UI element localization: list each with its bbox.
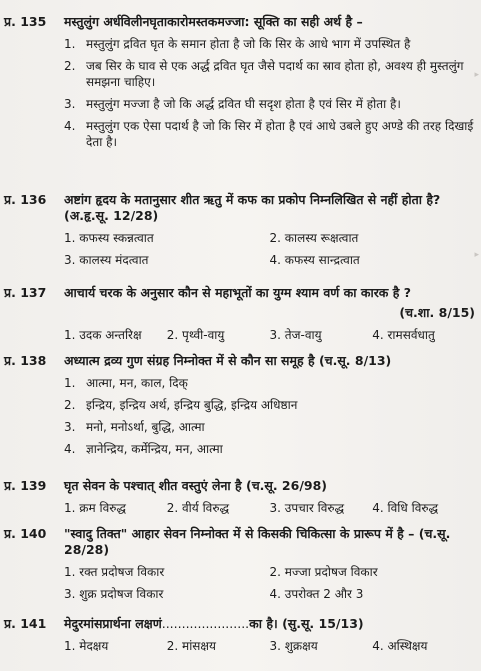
option: 4. विधि विरुद्ध (372, 501, 439, 515)
question-141 (4, 616, 475, 654)
question-number: प्र. 141 (4, 616, 47, 631)
reference: (च.शा. 8/15) (399, 305, 475, 320)
question-number: प्र. 140 (4, 526, 47, 541)
question-number: प्र. 138 (4, 353, 47, 368)
option: 1. कफस्य स्कन्नत्वात (64, 231, 154, 245)
option: 4. कफस्य सान्द्रत्वात (269, 253, 360, 267)
bleed-through-mark: ▸ (474, 70, 479, 80)
question-number: प्र. 136 (4, 192, 47, 207)
question-136 (4, 192, 475, 268)
option: 4. अस्थिक्षय (372, 639, 428, 653)
fill-in-blank: ...................... (161, 616, 250, 631)
question-text: घृत सेवन के पश्चात् शीत वस्तुएं लेना है (च.सू. 26/98) (64, 478, 327, 493)
option: 3. तेज-वायु (269, 328, 322, 342)
option: 1. रक्त प्रदोषज विकार (64, 565, 165, 579)
options-grid (64, 230, 475, 268)
options-row (64, 500, 475, 516)
question-137 (4, 285, 475, 343)
question-138 (4, 353, 475, 457)
question-text: आचार्य चरक के अनुसार कौन से महाभूतों का युग्म श्याम वर्ण का कारक है ? (64, 285, 412, 300)
question-text: मस्तुलुंग अर्धविलीनघृताकारोमस्तकमज्जा: सूक्ति का सही अर्थ है – (64, 14, 363, 29)
option: 3. उपचार विरुद्ध (269, 501, 345, 515)
option: 1. मेदक्षय (64, 639, 109, 653)
option: 1. उदक अन्तरिक्ष (64, 328, 142, 342)
question-135 (4, 14, 475, 150)
option: 2. मांसक्षय (166, 639, 216, 653)
option: 4. रामसर्वधातु (372, 328, 435, 342)
option: 3. मस्तुलुंग मज्जा है जो कि अर्द्ध द्रवित घी सदृश होता है एवं सिर में होता है। (64, 97, 401, 111)
question-number: प्र. 135 (4, 14, 47, 29)
option: 3. मनो, मनोऽर्था, बुद्धि, आत्मा (64, 420, 205, 434)
option: 3. शुक्रक्षय (269, 639, 318, 653)
option: 4. उपरोक्त 2 और 3 (269, 587, 364, 601)
option: 1. मस्तुलुंग द्रवित घृत के समान होता है जो कि सिर के आधे भाग में उपस्थित है (64, 37, 411, 51)
options-grid (64, 564, 475, 602)
question-text: "स्वादु तिक्त" आहार सेवन निम्नोक्त में से किसकी चिकित्सा के प्रारूप में है – (च.सू. 28/28) (64, 526, 451, 557)
question-text: अष्टांग हृदय के मतानुसार शीत ऋतु में कफ का प्रकोप निम्नलिखित से नहीं होता है? (अ.हृ.सू. 12/28) (64, 192, 441, 223)
bleed-through-mark: ▸ (474, 250, 479, 260)
option: 4. ज्ञानेन्द्रिय, कर्मेन्द्रिय, मन, आत्मा (64, 442, 223, 456)
options-row (64, 638, 475, 654)
option: 2. पृथ्वी-वायु (166, 328, 225, 342)
option: 4. मस्तुलुंग एक ऐसा पदार्थ है जो कि सिर में होता है एवं आधे उबले हुए अण्डे की तरह दिखाई देता है। (64, 119, 474, 149)
option: 1. आत्मा, मन, काल, दिक् (64, 376, 188, 390)
option: 2. जब सिर के घाव से एक अर्द्ध द्रवित घृत जैसे पदार्थ का स्राव होता हो, अवश्य ही मुस्तलुंग समझना चाहिए। (64, 59, 464, 89)
options-row (64, 327, 475, 343)
option: 2. इन्द्रिय, इन्द्रिय अर्थ, इन्द्रिय बुद्धि, इन्द्रिय अधिष्ठान (64, 398, 298, 412)
question-number: प्र. 137 (4, 285, 47, 300)
question-139 (4, 478, 475, 516)
option: 3. कालस्य मंदत्वात (64, 253, 149, 267)
question-number: प्र. 139 (4, 478, 47, 493)
option: 2. कालस्य रूक्षत्वात (269, 231, 359, 245)
option: 3. शुक्र प्रदोषज विकार (64, 587, 164, 601)
option: 1. क्रम विरुद्ध (64, 501, 127, 515)
option: 2. मज्जा प्रदोषज विकार (269, 565, 378, 579)
option: 2. वीर्य विरुद्ध (166, 501, 230, 515)
question-140 (4, 526, 475, 602)
question-text: मेदुरमांसप्रार्थना लक्षणं......................का है। (सु.सू. 15/13) (64, 616, 364, 631)
question-text: अध्यात्म द्रव्य गुण संग्रह निम्नोक्त में से कौन सा समूह है (च.सू. 8/13) (64, 353, 392, 368)
